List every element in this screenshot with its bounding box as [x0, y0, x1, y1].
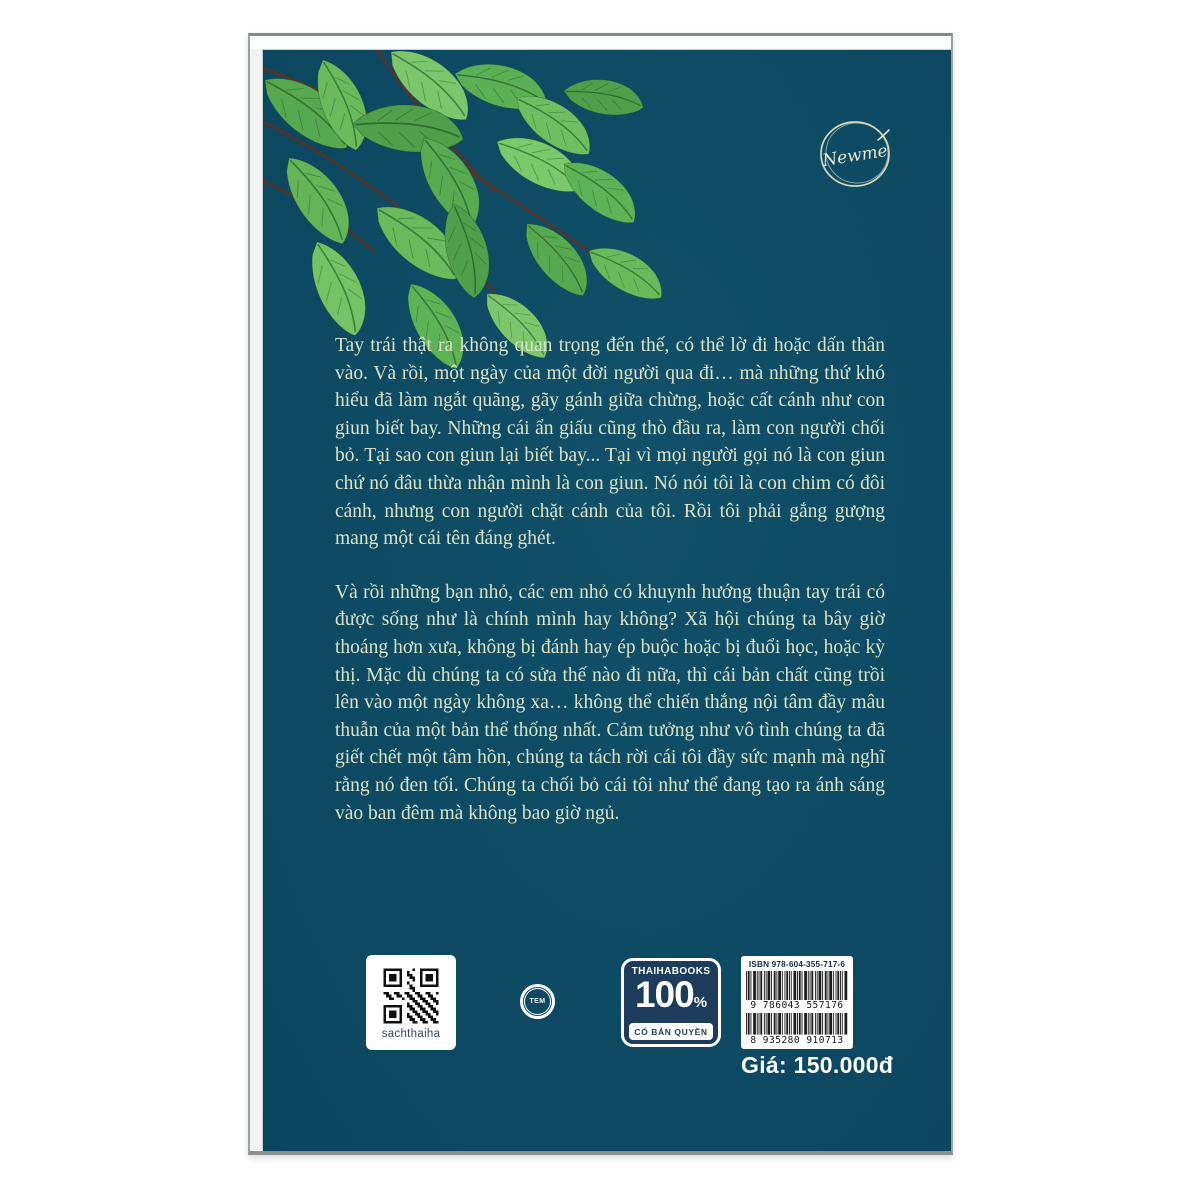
cover-surface — [263, 50, 951, 1151]
barcode-lower — [746, 1013, 848, 1035]
barcode-digits-upper: 9 786043 557176 — [750, 1000, 844, 1012]
barcode-upper — [746, 971, 848, 1000]
book-page-edge-left — [250, 49, 263, 1151]
publisher-badge-caption: CÓ BẢN QUYỀN — [629, 1023, 713, 1040]
publisher-badge-brand: THAIHABOOKS — [631, 966, 711, 977]
book-page-edge-top — [250, 36, 951, 50]
barcode-label — [741, 956, 853, 1049]
newme-logo — [815, 116, 899, 196]
publisher-badge-number — [634, 974, 708, 1015]
tem-stamp-label: TEM — [524, 988, 551, 1015]
isbn-text: ISBN 978-604-355-717-6 — [748, 960, 846, 969]
badge-percent: % — [693, 993, 708, 1011]
back-cover-blurb — [335, 332, 885, 853]
badge-100: 100 — [634, 974, 694, 1015]
qr-code-pattern — [381, 966, 441, 1026]
leaves-illustration — [263, 50, 699, 376]
publisher-badge — [621, 958, 721, 1047]
tem-stamp-icon — [520, 984, 555, 1019]
qr-caption: sachthaiha — [381, 1027, 441, 1040]
blurb-paragraph-2: Và rồi những bạn nhỏ, các em nhỏ có khuynh hướng thuận tay trái có được sống như là chính mình hay không? Xã hội chúng ta bây giờ thoáng hơn xưa, không bị đánh hay ép buộc hoặc bị đuổi học, hoặc kỳ thị. Mặc dù chúng ta có sửa thế nào đi nữa, thì cái bản chất cũng trồi lên vào một ngày không xa… không thể chiến thắng nội tâm đầy mâu thuẫn của một bản thể thống nhất. Cảm tưởng như vô tình chúng ta đã giết chết một tâm hồn, chúng ta tách rời cái tôi đầy sức mạnh mà nghĩ rằng nó đen tối. Chúng ta chối bỏ cái tôi như thể đang tạo ra ánh sáng vào ban đêm mà không bao giờ ngủ. — [335, 581, 885, 824]
blurb-paragraph-1: Tay trái thật ra không quan trọng đến thế, có thể lờ đi hoặc dấn thân vào. Và rồi, một ngày của một đời người qua đi… mà những thứ khó hiểu đã làm ngắt quãng, gãy gánh giữa chừng, hoặc cất cánh như con giun biết bay. Những cái ẩn giấu cũng thò đầu ra, làm con người chối bỏ. Tại sao con giun lại biết bay... Tại vì mọi người gọi nó là con giun chứ nó đâu thừa nhận mình là con giun. Nó nói tôi là con chim có đôi cánh, nhưng con người chặt cánh của tôi. Rồi tôi phải gắng gượng mang một cái tên đáng ghét. — [335, 335, 885, 550]
book-back-cover — [248, 33, 953, 1155]
barcode-digits-lower: 8 935280 910713 — [750, 1034, 844, 1046]
newme-logo-text: Newme — [821, 140, 889, 172]
qr-code — [366, 955, 456, 1050]
price-label: Giá: 150.000đ — [741, 1052, 894, 1078]
